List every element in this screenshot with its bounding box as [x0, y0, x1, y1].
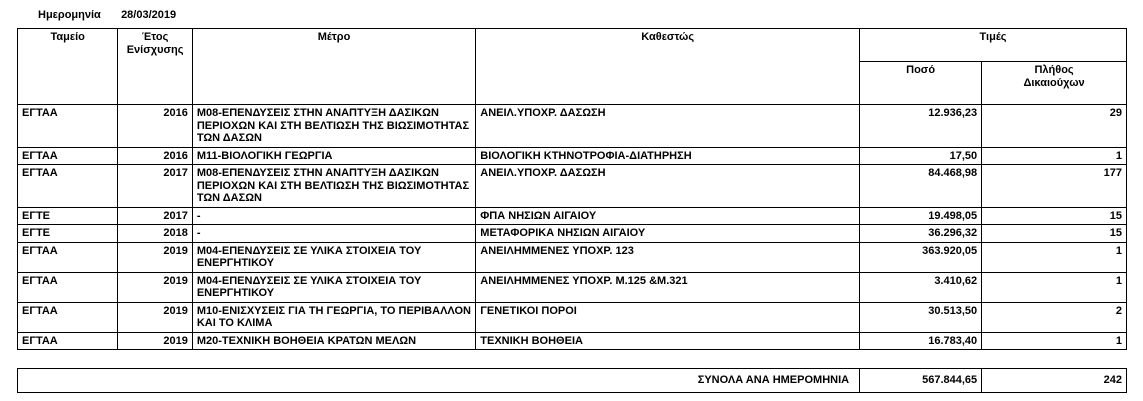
cell-measure: Μ04-ΕΠΕΝΔΥΣΕΙΣ ΣΕ ΥΛΙΚΑ ΣΤΟΙΧΕΙΑ ΤΟΥ ΕΝΕΡΓΗΤΙΚΟΥ [192, 242, 475, 272]
cell-amount: 16.783,40 [860, 332, 982, 350]
cell-beneficiaries: 1 [982, 272, 1127, 302]
totals-row [17, 368, 1127, 393]
cell-year: 2019 [118, 332, 192, 350]
table-row [18, 302, 1127, 332]
table-row [18, 272, 1127, 302]
cell-fund: ΕΓΤΑΑ [18, 165, 118, 208]
cell-measure: Μ08-ΕΠΕΝΔΥΣΕΙΣ ΣΤΗΝ ΑΝΑΠΤΥΞΗ ΔΑΣΙΚΩΝ ΠΕΡΙΟΧΩΝ ΚΑΙ ΣΤΗ ΒΕΛΤΙΩΣΗ ΤΗΣ ΒΙΩΣΙΜΟΤΗΤΑΣ ΤΩΝ ΔΑΣΩΝ [192, 105, 475, 148]
cell-year: 2019 [118, 272, 192, 302]
table-row [18, 207, 1127, 225]
cell-beneficiaries: 1 [982, 147, 1127, 165]
col-header-values: Τιμές [860, 29, 1127, 62]
cell-measure: Μ08-ΕΠΕΝΔΥΣΕΙΣ ΣΤΗΝ ΑΝΑΠΤΥΞΗ ΔΑΣΙΚΩΝ ΠΕΡΙΟΧΩΝ ΚΑΙ ΣΤΗ ΒΕΛΤΙΩΣΗ ΤΗΣ ΒΙΩΣΙΜΟΤΗΤΑΣ ΤΩΝ ΔΑΣΩΝ [192, 165, 475, 208]
cell-fund: ΕΓΤΕ [18, 225, 118, 243]
cell-beneficiaries: 15 [982, 225, 1127, 243]
cell-status: ΑΝΕΙΛΗΜΜΕΝΕΣ ΥΠΟΧΡ. 123 [476, 242, 860, 272]
totals-beneficiaries: 242 [982, 369, 1127, 393]
cell-measure: Μ04-ΕΠΕΝΔΥΣΕΙΣ ΣΕ ΥΛΙΚΑ ΣΤΟΙΧΕΙΑ ΤΟΥ ΕΝΕΡΓΗΤΙΚΟΥ [192, 272, 475, 302]
date-line [38, 9, 176, 21]
cell-measure: Μ11-ΒΙΟΛΟΓΙΚΗ ΓΕΩΡΓΙΑ [192, 147, 475, 165]
cell-status: ΑΝΕΙΛ.ΥΠΟΧΡ. ΔΑΣΩΣΗ [476, 165, 860, 208]
cell-measure: Μ20-ΤΕΧΝΙΚΗ ΒΟΗΘΕΙΑ ΚΡΑΤΩΝ ΜΕΛΩΝ [192, 332, 475, 350]
table-row [18, 242, 1127, 272]
cell-fund: ΕΓΤΑΑ [18, 242, 118, 272]
cell-amount: 84.468,98 [860, 165, 982, 208]
cell-status: ΦΠΑ ΝΗΣΙΩΝ ΑΙΓΑΙΟΥ [476, 207, 860, 225]
cell-fund: ΕΓΤΑΑ [18, 272, 118, 302]
cell-measure: Μ10-ΕΝΙΣΧΥΣΕΙΣ ΓΙΑ ΤΗ ΓΕΩΡΓΙΑ, ΤΟ ΠΕΡΙΒΑΛΛΟΝ ΚΑΙ ΤΟ ΚΛΙΜΑ [192, 302, 475, 332]
cell-status: ΒΙΟΛΟΓΙΚΗ ΚΤΗΝΟΤΡΟΦΙΑ-ΔΙΑΤΗΡΗΣΗ [476, 147, 860, 165]
table-row [18, 332, 1127, 350]
totals-label: ΣΥΝΟΛΑ ΑΝΑ ΗΜΕΡΟΜΗΝΙΑ [18, 369, 860, 393]
col-header-year: Έτος Ενίσχυσης [118, 29, 192, 105]
cell-amount: 36.296,32 [860, 225, 982, 243]
col-header-fund: Ταμείο [18, 29, 118, 105]
col-header-beneficiaries: Πλήθος Δικαιούχων [982, 62, 1127, 105]
cell-amount: 12.936,23 [860, 105, 982, 148]
cell-beneficiaries: 2 [982, 302, 1127, 332]
col-header-status: Καθεστώς [476, 29, 860, 105]
cell-status: ΑΝΕΙΛΗΜΜΕΝΕΣ ΥΠΟΧΡ. Μ.125 &Μ.321 [476, 272, 860, 302]
date-label: Ημερομηνία [38, 9, 101, 21]
totals-amount: 567.844,65 [860, 369, 982, 393]
cell-fund: ΕΓΤΑΑ [18, 147, 118, 165]
col-header-measure: Μέτρο [192, 29, 475, 105]
cell-amount: 30.513,50 [860, 302, 982, 332]
cell-fund: ΕΓΤΕ [18, 207, 118, 225]
cell-beneficiaries: 1 [982, 242, 1127, 272]
cell-year: 2016 [118, 105, 192, 148]
col-header-amount: Ποσό [860, 62, 982, 105]
cell-year: 2016 [118, 147, 192, 165]
cell-measure: - [192, 225, 475, 243]
cell-fund: ΕΓΤΑΑ [18, 332, 118, 350]
table-row [18, 225, 1127, 243]
cell-year: 2019 [118, 242, 192, 272]
cell-beneficiaries: 177 [982, 165, 1127, 208]
cell-amount: 17,50 [860, 147, 982, 165]
date-value: 28/03/2019 [121, 9, 177, 21]
cell-status: ΓΕΝΕΤΙΚΟΙ ΠΟΡΟΙ [476, 302, 860, 332]
cell-status: ΑΝΕΙΛ.ΥΠΟΧΡ. ΔΑΣΩΣΗ [476, 105, 860, 148]
cell-beneficiaries: 1 [982, 332, 1127, 350]
cell-amount: 3.410,62 [860, 272, 982, 302]
cell-year: 2017 [118, 165, 192, 208]
cell-beneficiaries: 15 [982, 207, 1127, 225]
cell-amount: 363.920,05 [860, 242, 982, 272]
table-row [18, 165, 1127, 208]
payments-table [17, 28, 1127, 350]
cell-status: ΜΕΤΑΦΟΡΙΚΑ ΝΗΣΙΩΝ ΑΙΓΑΙΟΥ [476, 225, 860, 243]
cell-fund: ΕΓΤΑΑ [18, 105, 118, 148]
cell-year: 2019 [118, 302, 192, 332]
table-row [18, 105, 1127, 148]
cell-year: 2018 [118, 225, 192, 243]
cell-amount: 19.498,05 [860, 207, 982, 225]
cell-measure: - [192, 207, 475, 225]
cell-beneficiaries: 29 [982, 105, 1127, 148]
table-row [18, 147, 1127, 165]
cell-status: ΤΕΧΝΙΚΗ ΒΟΗΘΕΙΑ [476, 332, 860, 350]
cell-year: 2017 [118, 207, 192, 225]
cell-fund: ΕΓΤΑΑ [18, 302, 118, 332]
